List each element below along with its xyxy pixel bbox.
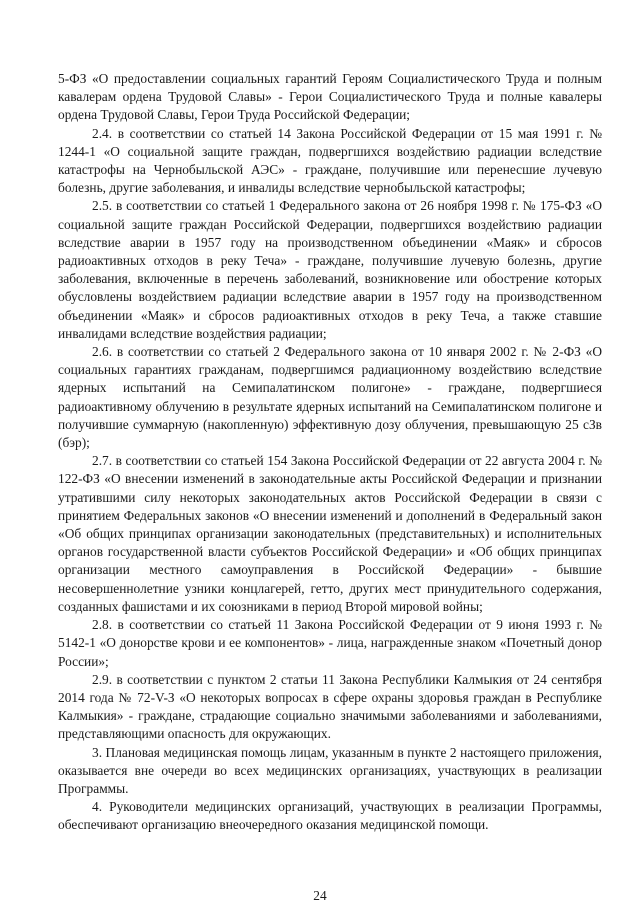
paragraph-2-8-honorary-donor: 2.8. в соответствии со статьей 11 Закона Российской Федерации от 9 июня 1993 г. № 5142-1 «О донорстве крови и ее компонентов» - лица, награжденные знаком «Почетный донор России»; — [58, 617, 602, 669]
paragraph-4-organization-heads: 4. Руководители медицинских организаций, участвующих в реализации Программы, обеспечивают организацию внеочередного оказания медицинской помощи. — [58, 799, 602, 833]
paragraph-2-5-mayak: 2.5. в соответствии со статьей 1 Федерального закона от 26 ноября 1998 г. № 175-ФЗ «О социальной защите граждан Российской Федерации, подвергшихся воздействию радиации вследствие аварии в 1957 году на производственном объединении «Маяк» и сбросов радиоактивных отходов в реку Теча» - граждане, получившие лучевую болезнь, другие заболевания, включенные в перечень заболеваний, возникновение или обострение которых обусловлены воздействием радиации вследствие аварии в 1957 году на производственном объединении «Маяк» и сбросов радиоактивных отходов в реку Теча, а также ставшие инвалидами вследствие воздействия радиации; — [58, 198, 602, 341]
page-number: 24 — [313, 888, 327, 903]
paragraph-2-4-chernobyl: 2.4. в соответствии со статьей 14 Закона Российской Федерации от 15 мая 1991 г. № 1244-1 «О социальной защите граждан, подвергшихся воздействию радиации вследствие катастрофы на Чернобыльской АЭС» - граждане, получившие или перенесшие лучевую болезнь, другие заболевания, и инвалиды вследствие чернобыльской катастрофы; — [58, 125, 602, 196]
paragraph-heroes-of-labor: 5-ФЗ «О предоставлении социальных гарантий Героям Социалистического Труда и полным кавалерам ордена Трудовой Славы» - Герои Социалистического Труда и полные кавалеры ордена Трудовой Славы, Герои Труда Российской Федерации; — [58, 71, 602, 123]
paragraph-3-planned-care: 3. Плановая медицинская помощь лицам, указанным в пункте 2 настоящего приложения, оказывается вне очереди во всех медицинских организациях, участвующих в реализации Программы. — [58, 744, 602, 796]
paragraph-2-6-semipalatinsk: 2.6. в соответствии со статьей 2 Федерального закона от 10 января 2002 г. № 2-ФЗ «О социальных гарантиях гражданам, подвергшимся радиационному воздействию вследствие ядерных испытаний на Семипалатинском полигоне» - граждане, подвергшиеся радиоактивному облучению в результате ядерных испытаний на Семипалатинском полигоне и получившие суммарную (накопленную) эффективную дозу облучения, превышающую 25 сЗв (бэр); — [58, 344, 602, 451]
paragraph-2-9-kalmykia: 2.9. в соответствии с пунктом 2 статьи 11 Закона Республики Калмыкия от 24 сентября 2014 года № 72-V-З «О некоторых вопросах в сфере охраны здоровья граждан в Республике Калмыкия» - граждане, страдающие социально значимыми заболеваниями и заболеваниями, представляющими опасность для окружающих. — [58, 671, 602, 742]
document-body — [58, 70, 602, 835]
paragraph-2-7-concentration-camp-prisoners: 2.7. в соответствии со статьей 154 Закона Российской Федерации от 22 августа 2004 г. № 122-ФЗ «О внесении изменений в законодательные акты Российской Федерации и признании утратившими силу некоторых законодательных актов Российской Федерации в связи с принятием Федеральных законов «О внесении изменений и дополнений в Федеральный закон «Об общих принципах организации законодательных (представительных) и исполнительных органов государственной власти субъектов Российской Федерации» и «Об общих принципах организации местного самоуправления в Российской Федерации» - бывшие несовершеннолетние узники концлагерей, гетто, других мест принудительного содержания, созданных фашистами и их союзниками в период Второй мировой войны; — [58, 453, 602, 614]
